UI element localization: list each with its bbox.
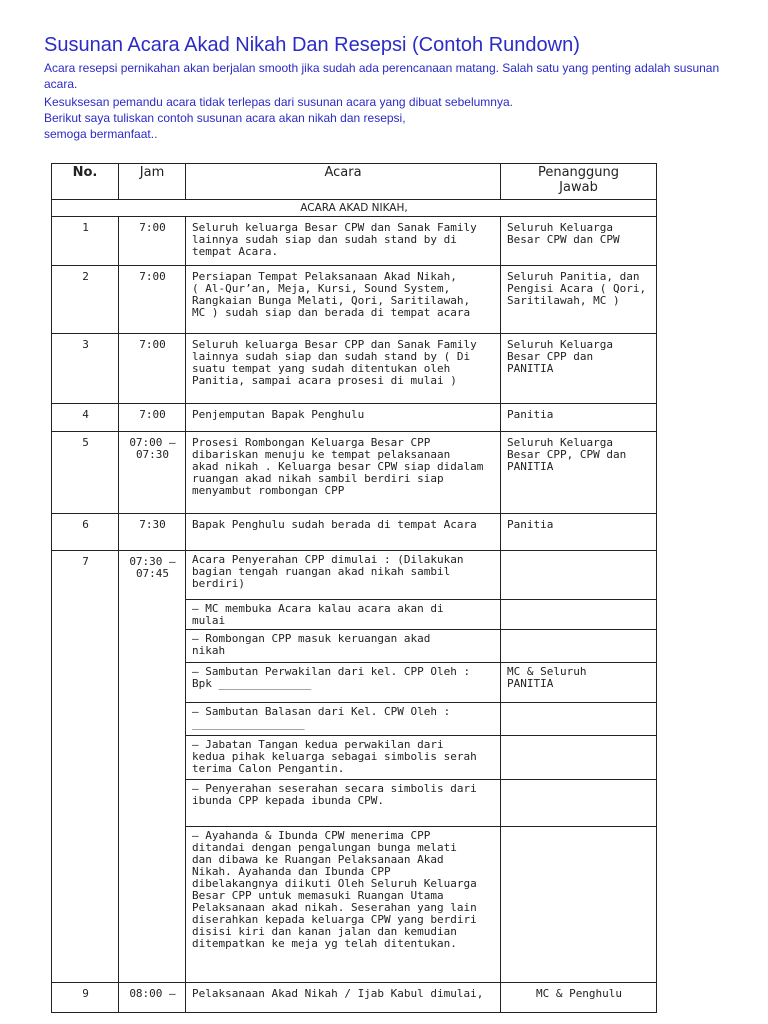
- row-activity: Seluruh keluarga Besar CPP dan Sanak Family lainnya sudah siap dan sudah stand by ( Di suatu tempat yang sudah ditentukan oleh Panitia, sampai acara prosesi di mulai ): [186, 334, 501, 404]
- intro-paragraph-4: semoga bermanfaat..: [44, 127, 158, 141]
- intro-paragraph-3: Berikut saya tuliskan contoh susunan acara akan nikah dan resepsi,: [44, 111, 406, 125]
- row-responsible: Panitia: [501, 404, 657, 432]
- row-number: 6: [52, 514, 119, 551]
- row-number: 4: [52, 404, 119, 432]
- table-row: [52, 266, 657, 334]
- intro-text: [44, 60, 744, 142]
- row-responsible: Panitia: [501, 514, 657, 551]
- row-number: 9: [52, 983, 119, 1013]
- row-responsible: [501, 551, 657, 600]
- section-row: [52, 200, 657, 217]
- row-responsible: [501, 630, 657, 663]
- row-activity: Pelaksanaan Akad Nikah / Ijab Kabul dimulai,: [186, 983, 501, 1013]
- row-time: 7:00: [119, 334, 186, 404]
- page-title: Susunan Acara Akad Nikah Dan Resepsi (Contoh Rundown): [44, 34, 580, 56]
- table-row: [52, 334, 657, 404]
- row-number: 5: [52, 432, 119, 514]
- row-activity: Seluruh keluarga Besar CPW dan Sanak Family lainnya sudah siap dan sudah stand by di tempat Acara.: [186, 217, 501, 266]
- row-time: 08:00 –: [119, 983, 186, 1013]
- row-responsible: Seluruh Panitia, dan Pengisi Acara ( Qori, Saritilawah, MC ): [501, 266, 657, 334]
- row-activity: – Sambutan Perwakilan dari kel. CPP Oleh : Bpk ______________: [186, 663, 501, 703]
- row-activity: Persiapan Tempat Pelaksanaan Akad Nikah, ( Al-Qur’an, Meja, Kursi, Sound System, Rangkaian Bunga Melati, Qori, Saritilawah, MC ) sudah siap dan berada di tempat acara: [186, 266, 501, 334]
- row-activity: – Rombongan CPP masuk keruangan akad nikah: [186, 630, 501, 663]
- row-time: 7:00: [119, 217, 186, 266]
- row-time: 7:30: [119, 514, 186, 551]
- header-penanggung-jawab: Penanggung Jawab: [501, 164, 657, 200]
- row-number: 2: [52, 266, 119, 334]
- row-time: 07:00 – 07:30: [119, 432, 186, 514]
- row-responsible: Seluruh Keluarga Besar CPP dan PANITIA: [501, 334, 657, 404]
- row-responsible: [501, 600, 657, 630]
- row-number: 7: [52, 551, 119, 983]
- table-row: [52, 983, 657, 1013]
- row-activity: Bapak Penghulu sudah berada di tempat Acara: [186, 514, 501, 551]
- row-responsible: [501, 703, 657, 736]
- row-activity: Acara Penyerahan CPP dimulai : (Dilakukan bagian tengah ruangan akad nikah sambil berdiri): [186, 551, 501, 600]
- row-activity: – Penyerahan seserahan secara simbolis dari ibunda CPP kepada ibunda CPW.: [186, 780, 501, 827]
- row-number: 3: [52, 334, 119, 404]
- row-responsible: Seluruh Keluarga Besar CPW dan CPW: [501, 217, 657, 266]
- table-row: [52, 404, 657, 432]
- table-header-row: [52, 164, 657, 200]
- table-row: [52, 551, 657, 600]
- header-jam: Jam: [119, 164, 186, 200]
- row-responsible: [501, 827, 657, 983]
- intro-paragraph-2: Kesuksesan pemandu acara tidak terlepas dari susunan acara yang dibuat sebelumnya.: [44, 95, 513, 109]
- intro-paragraph-1: Acara resepsi pernikahan akan berjalan smooth jika sudah ada perencanaan matang. Salah satu yang penting adalah susunan acara.: [44, 61, 720, 91]
- row-responsible: MC & Penghulu: [501, 983, 657, 1013]
- row-activity: – MC membuka Acara kalau acara akan di mulai: [186, 600, 501, 630]
- row-responsible: MC & Seluruh PANITIA: [501, 663, 657, 703]
- row-time: 7:00: [119, 266, 186, 334]
- row-number: 1: [52, 217, 119, 266]
- table-row: [52, 217, 657, 266]
- row-activity: Penjemputan Bapak Penghulu: [186, 404, 501, 432]
- row-activity: Prosesi Rombongan Keluarga Besar CPP dibariskan menuju ke tempat pelaksanaan akad nikah . Keluarga besar CPW siap didalam ruangan akad nikah sambil berdiri siap menyambut rombongan CPP: [186, 432, 501, 514]
- table-row: [52, 432, 657, 514]
- header-no: No.: [52, 164, 119, 200]
- row-time: 07:30 – 07:45: [119, 551, 186, 983]
- header-acara: Acara: [186, 164, 501, 200]
- row-activity: – Jabatan Tangan kedua perwakilan dari kedua pihak keluarga sebagai simbolis serah terima Calon Pengantin.: [186, 736, 501, 780]
- row-time: 7:00: [119, 404, 186, 432]
- rundown-table: [51, 163, 657, 1013]
- table-row: [52, 514, 657, 551]
- row-activity: – Ayahanda & Ibunda CPW menerima CPP ditandai dengan pengalungan bunga melati dan dibawa ke Ruangan Pelaksanaan Akad Nikah. Ayahanda dan Ibunda CPP dibelakangnya diikuti Oleh Seluruh Keluarga Besar CPP untuk memasuki Ruangan Utama Pelaksanaan akad nikah. Seserahan yang lain diserahkan kepada keluarga CPW yang berdiri disisi kiri dan kanan jalan dan kemudian ditempatkan ke meja yg telah ditentukan.: [186, 827, 501, 983]
- row-responsible: [501, 780, 657, 827]
- row-activity: – Sambutan Balasan dari Kel. CPW Oleh : _________________: [186, 703, 501, 736]
- row-responsible: Seluruh Keluarga Besar CPP, CPW dan PANITIA: [501, 432, 657, 514]
- section-title: ACARA AKAD NIKAH,: [52, 200, 657, 217]
- row-responsible: [501, 736, 657, 780]
